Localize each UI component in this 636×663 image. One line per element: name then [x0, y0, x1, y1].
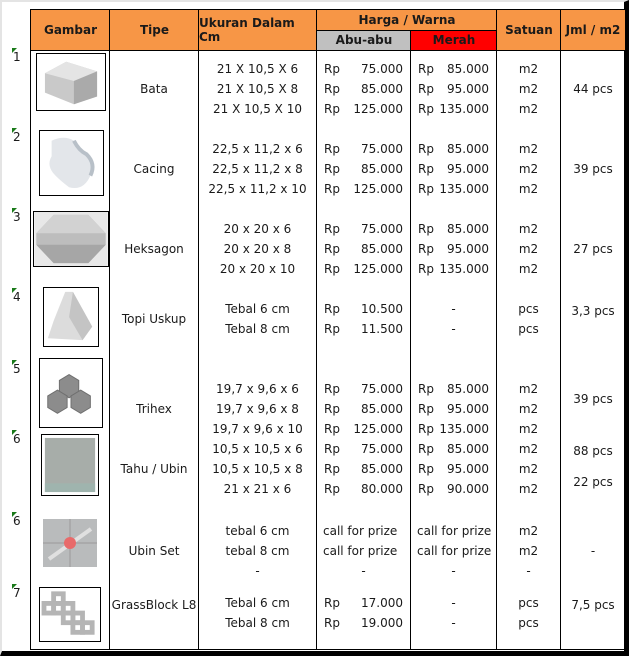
currency-label: Rp — [324, 82, 340, 96]
row-number: 4 — [13, 290, 21, 304]
abu-price — [317, 541, 410, 561]
size-value: 10,5 x 10,5 x 6 — [212, 442, 303, 456]
unit-value: m2 — [518, 222, 539, 236]
header-abu-abu: Abu-abu — [317, 30, 411, 50]
price-amount: 85.000 — [447, 222, 489, 236]
merah-price — [411, 99, 496, 119]
currency-label: Rp — [324, 422, 340, 436]
currency-label: Rp — [418, 382, 434, 396]
quantity-per-m2: 3,3 pcs — [571, 304, 615, 318]
tahu-ubin-image — [41, 434, 99, 496]
price-text: call for prize — [417, 544, 492, 558]
price-amount: 11.500 — [361, 322, 403, 336]
merah-price — [411, 79, 496, 99]
abu-price — [317, 79, 410, 99]
product-type: GrassBlock L8 — [111, 598, 197, 612]
size-value: 19,7 x 9,6 x 10 — [212, 422, 303, 436]
merah-price — [411, 139, 496, 159]
unit-value: m2 — [518, 382, 539, 396]
price-amount: 85.000 — [447, 382, 489, 396]
size-value: 20 x 20 x 10 — [219, 262, 296, 276]
size-value: 21 x 21 x 6 — [223, 482, 292, 496]
price-amount: 95.000 — [447, 462, 489, 476]
size-value: Tebal 8 cm — [225, 322, 290, 336]
price-text: - — [451, 302, 456, 316]
quantity-per-m2: 88 pcs — [573, 444, 613, 458]
abu-price — [317, 419, 410, 439]
size-value: 22,5 x 11,2 x 10 — [208, 182, 307, 196]
price-amount: 135.000 — [439, 262, 489, 276]
currency-label: Rp — [418, 262, 434, 276]
size-value: 10,5 x 10,5 x 8 — [212, 462, 303, 476]
currency-label: Rp — [418, 482, 434, 496]
price-amount: 135.000 — [439, 422, 489, 436]
price-amount: 135.000 — [439, 102, 489, 116]
currency-label: Rp — [418, 402, 434, 416]
product-type: Trihex — [136, 402, 172, 416]
size-value: 19,7 x 9,6 x 8 — [216, 402, 299, 416]
currency-label: Rp — [418, 162, 434, 176]
price-amount: 85.000 — [447, 142, 489, 156]
size-value: 22,5 x 11,2 x 6 — [212, 142, 303, 156]
row-number: 7 — [13, 586, 21, 600]
price-amount: 95.000 — [447, 402, 489, 416]
quantity-per-m2: 39 pcs — [573, 392, 613, 406]
abu-price — [317, 219, 410, 239]
merah-price — [411, 179, 496, 199]
price-table — [30, 9, 626, 650]
currency-label: Rp — [324, 262, 340, 276]
merah-price — [411, 521, 496, 541]
price-amount: 85.000 — [361, 162, 403, 176]
price-text: call for prize — [417, 524, 492, 538]
size-value: 21 X 10,5 X 6 — [216, 62, 299, 76]
abu-price — [317, 259, 410, 279]
abu-price — [317, 613, 410, 633]
header-jml: Jml / m2 — [561, 10, 625, 50]
currency-label: Rp — [418, 82, 434, 96]
size-value: 19,7 x 9,6 x 6 — [216, 382, 299, 396]
price-amount: 85.000 — [361, 242, 403, 256]
unit-value: m2 — [518, 422, 539, 436]
currency-label: Rp — [418, 242, 434, 256]
currency-label: Rp — [324, 142, 340, 156]
currency-label: Rp — [418, 182, 434, 196]
currency-label: Rp — [324, 442, 340, 456]
currency-label: Rp — [418, 62, 434, 76]
price-amount: 85.000 — [361, 402, 403, 416]
unit-value: pcs — [518, 322, 539, 336]
header-satuan: Satuan — [497, 10, 561, 50]
price-text: - — [451, 596, 456, 610]
price-amount: 90.000 — [447, 482, 489, 496]
row-number: 6 — [13, 514, 21, 528]
quantity-per-m2: 44 pcs — [573, 82, 613, 96]
abu-price — [317, 439, 410, 459]
price-amount: 95.000 — [447, 162, 489, 176]
merah-price — [411, 593, 496, 613]
merah-price — [411, 561, 496, 581]
abu-price — [317, 139, 410, 159]
size-value: Tebal 8 cm — [225, 616, 290, 630]
unit-value: m2 — [518, 544, 539, 558]
merah-price — [411, 613, 496, 633]
currency-label: Rp — [324, 322, 340, 336]
abu-price — [317, 379, 410, 399]
currency-label: Rp — [324, 242, 340, 256]
abu-price — [317, 179, 410, 199]
price-amount: 75.000 — [361, 382, 403, 396]
unit-value: m2 — [518, 524, 539, 538]
merah-price — [411, 439, 496, 459]
header-tipe: Tipe — [110, 10, 199, 50]
price-text: call for prize — [323, 544, 398, 558]
price-amount: 80.000 — [361, 482, 403, 496]
unit-value: m2 — [518, 442, 539, 456]
abu-price — [317, 561, 410, 581]
merah-price — [411, 159, 496, 179]
currency-label: Rp — [418, 462, 434, 476]
currency-label: Rp — [418, 102, 434, 116]
price-amount: 95.000 — [447, 242, 489, 256]
header-divider — [31, 50, 625, 51]
unit-value: m2 — [518, 62, 539, 76]
quantity-per-m2: 7,5 pcs — [571, 598, 615, 612]
currency-label: Rp — [418, 142, 434, 156]
currency-label: Rp — [324, 382, 340, 396]
merah-price — [411, 419, 496, 439]
hexagon-paver-image — [33, 211, 109, 267]
trihex-paver-image — [39, 358, 103, 428]
unit-value: pcs — [518, 616, 539, 630]
price-amount: 125.000 — [353, 422, 403, 436]
abu-price — [317, 399, 410, 419]
quantity-per-m2: 39 pcs — [573, 162, 613, 176]
unit-value: m2 — [518, 142, 539, 156]
price-text: - — [451, 616, 456, 630]
unit-value: m2 — [518, 462, 539, 476]
unit-value: m2 — [518, 162, 539, 176]
harga-subdivider — [317, 30, 497, 31]
size-value: - — [255, 564, 260, 578]
size-value: Tebal 6 cm — [225, 596, 290, 610]
brick-image — [36, 53, 106, 111]
size-value: 21 X 10,5 X 8 — [216, 82, 299, 96]
price-amount: 125.000 — [353, 102, 403, 116]
unit-value: m2 — [518, 262, 539, 276]
currency-label: Rp — [324, 462, 340, 476]
merah-price — [411, 259, 496, 279]
ubin-set-image — [41, 515, 99, 570]
unit-value: m2 — [518, 102, 539, 116]
quantity-per-m2: 27 pcs — [573, 242, 613, 256]
abu-price — [317, 479, 410, 499]
abu-price — [317, 59, 410, 79]
merah-price — [411, 319, 496, 339]
merah-price — [411, 379, 496, 399]
unit-value: m2 — [518, 82, 539, 96]
merah-price — [411, 219, 496, 239]
merah-price — [411, 239, 496, 259]
unit-value: m2 — [518, 402, 539, 416]
price-text: call for prize — [323, 524, 398, 538]
currency-label: Rp — [418, 422, 434, 436]
unit-value: - — [526, 564, 531, 578]
price-amount: 75.000 — [361, 62, 403, 76]
merah-price — [411, 299, 496, 319]
product-type: Ubin Set — [128, 544, 180, 558]
row-number: 1 — [13, 50, 21, 64]
header-harga-warna: Harga / Warna — [317, 10, 497, 30]
currency-label: Rp — [324, 162, 340, 176]
row-number: 6 — [13, 432, 21, 446]
size-value: 22,5 x 11,2 x 8 — [212, 162, 303, 176]
quantity-per-m2: - — [590, 544, 596, 558]
price-text: - — [451, 564, 456, 578]
topi-uskup-image — [43, 287, 99, 347]
product-type: Cacing — [133, 162, 175, 176]
size-value: tebal 8 cm — [225, 544, 290, 558]
abu-price — [317, 319, 410, 339]
header-ukuran: Ukuran Dalam Cm — [199, 10, 317, 50]
price-amount: 85.000 — [447, 62, 489, 76]
size-value: Tebal 6 cm — [225, 302, 290, 316]
row-number: 2 — [13, 130, 21, 144]
merah-price — [411, 479, 496, 499]
header-merah: Merah — [411, 30, 497, 50]
merah-price — [411, 459, 496, 479]
currency-label: Rp — [324, 596, 340, 610]
price-amount: 75.000 — [361, 442, 403, 456]
size-value: 20 x 20 x 8 — [223, 242, 292, 256]
quantity-per-m2: 22 pcs — [573, 475, 613, 489]
product-type: Bata — [140, 82, 168, 96]
unit-value: pcs — [518, 596, 539, 610]
size-value: 21 X 10,5 X 10 — [213, 102, 302, 116]
price-amount: 125.000 — [353, 182, 403, 196]
currency-label: Rp — [418, 442, 434, 456]
merah-price — [411, 59, 496, 79]
abu-price — [317, 159, 410, 179]
merah-price — [411, 541, 496, 561]
currency-label: Rp — [324, 302, 340, 316]
price-amount: 75.000 — [361, 222, 403, 236]
abu-price — [317, 459, 410, 479]
cacing-paver-image — [39, 130, 104, 196]
product-type: Topi Uskup — [121, 312, 187, 326]
unit-value: m2 — [518, 482, 539, 496]
row-number: 3 — [13, 210, 21, 224]
product-type: Heksagon — [124, 242, 184, 256]
abu-price — [317, 239, 410, 259]
abu-price — [317, 99, 410, 119]
price-text: - — [361, 564, 366, 578]
price-amount: 95.000 — [447, 82, 489, 96]
merah-price — [411, 399, 496, 419]
price-amount: 75.000 — [361, 142, 403, 156]
price-amount: 85.000 — [361, 462, 403, 476]
product-type: Tahu / Ubin — [120, 462, 188, 476]
currency-label: Rp — [324, 62, 340, 76]
abu-price — [317, 521, 410, 541]
price-text: - — [451, 322, 456, 336]
size-value: 20 x 20 x 6 — [223, 222, 292, 236]
unit-value: m2 — [518, 182, 539, 196]
currency-label: Rp — [324, 102, 340, 116]
row-number: 5 — [13, 362, 21, 376]
abu-price — [317, 299, 410, 319]
price-amount: 85.000 — [361, 82, 403, 96]
currency-label: Rp — [324, 616, 340, 630]
price-amount: 135.000 — [439, 182, 489, 196]
currency-label: Rp — [324, 482, 340, 496]
price-amount: 10.500 — [361, 302, 403, 316]
currency-label: Rp — [324, 402, 340, 416]
price-amount: 17.000 — [361, 596, 403, 610]
price-amount: 125.000 — [353, 262, 403, 276]
price-amount: 85.000 — [447, 442, 489, 456]
price-amount: 19.000 — [361, 616, 403, 630]
currency-label: Rp — [324, 182, 340, 196]
currency-label: Rp — [418, 222, 434, 236]
currency-label: Rp — [324, 222, 340, 236]
header-gambar: Gambar — [31, 10, 110, 50]
unit-value: m2 — [518, 242, 539, 256]
abu-price — [317, 593, 410, 613]
grassblock-image — [39, 587, 101, 642]
size-value: tebal 6 cm — [225, 524, 290, 538]
unit-value: pcs — [518, 302, 539, 316]
